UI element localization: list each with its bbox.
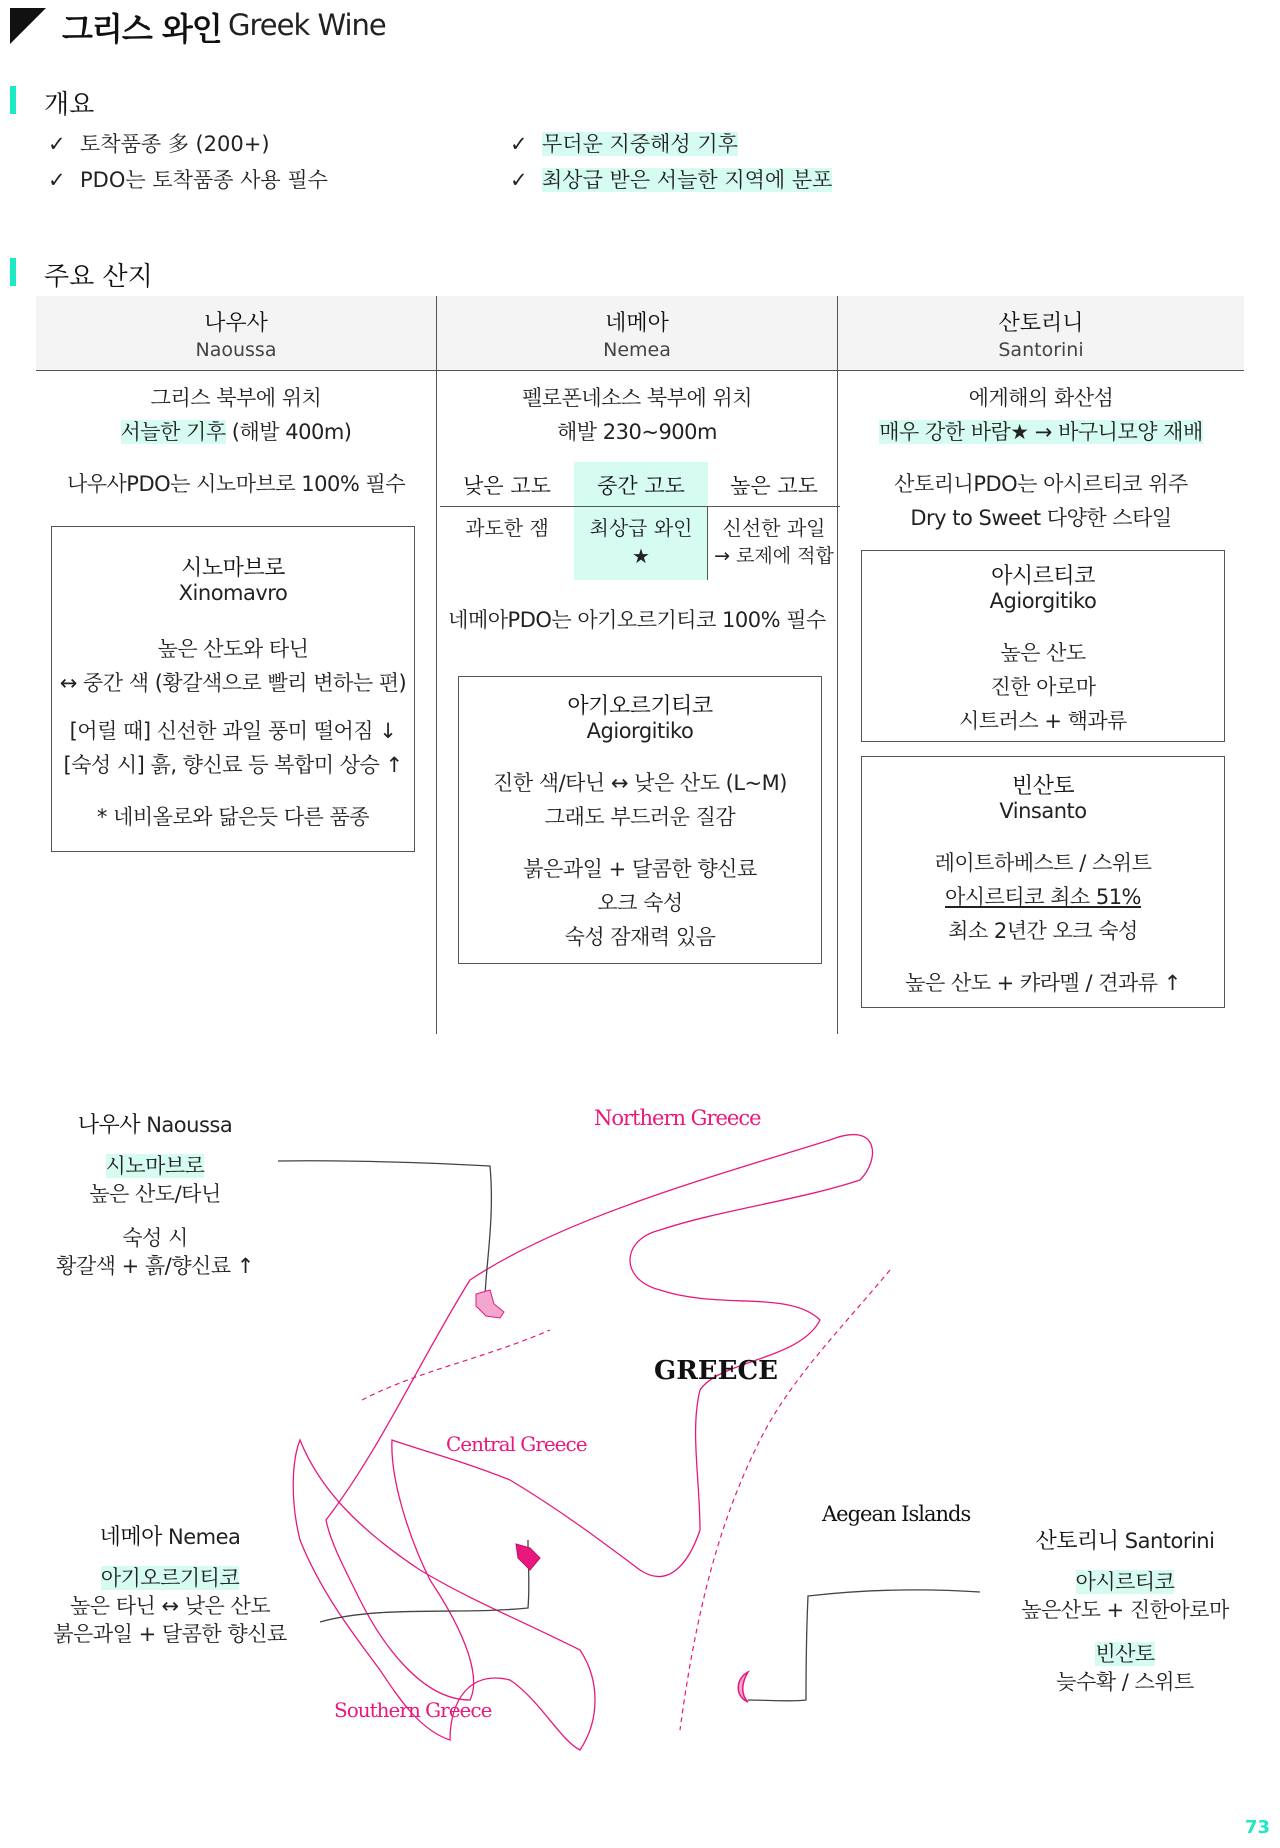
section-title-regions: 주요 산지 [44, 262, 153, 292]
section-marker-icon [10, 258, 16, 286]
overview-item: ✓ 무더운 지중해성 기후 [510, 132, 738, 156]
page-subtitle: Greek Wine [228, 8, 386, 42]
altitude-low-header: 낮은 고도 [463, 474, 551, 498]
naoussa-marker-icon [476, 1290, 504, 1318]
section-marker-icon [10, 86, 16, 114]
grape-box-assyrtiko: 아시르티코 Agiorgitiko 높은 산도 진한 아로마 시트러스 + 핵과류 [861, 550, 1225, 742]
check-icon: ✓ [510, 168, 528, 192]
map-note-naoussa-line: 숙성 시 [122, 1226, 188, 1250]
map-note-nemea-line: 붉은과일 + 달콤한 향신료 [53, 1622, 287, 1646]
naoussa-climate: 서늘한 기후 (해발 400m) [120, 420, 352, 444]
map-note-naoussa-line: 황갈색 + 흙/향신료 ↑ [56, 1254, 254, 1278]
overview-item: ✓ 토착품종 多 (200+) [48, 132, 270, 156]
region-table [36, 296, 1244, 1034]
map-note-santorini-line: 늦수확 / 스위트 [1056, 1670, 1194, 1694]
grape-box-agiorgitiko: 아기오르기티코 Agiorgitiko 진한 색/타닌 ↔ 낮은 산도 (L~M) 그래도 부드러운 질감 붉은과일 + 달콤한 향신료 오크 숙성 숙성 잠재력 있음 [458, 676, 822, 964]
naoussa-pdo: 나우사PDO는 시노마브로 100% 필수 [66, 472, 406, 496]
nemea-marker-icon [516, 1544, 540, 1570]
column-header-nemea: 네메아 Nemea [437, 296, 837, 370]
altitude-high-note: → 로제에 적합 [714, 545, 834, 567]
aegean-border [680, 1270, 890, 1730]
check-icon: ✓ [48, 168, 66, 192]
overview-item: ✓ 최상급 받은 서늘한 지역에 분포 [510, 168, 833, 192]
santorini-leader-line [748, 1590, 980, 1701]
area-label-aegean: Aegean Islands [822, 1502, 971, 1526]
overview-item: ✓ PDO는 토착품종 사용 필수 [48, 168, 328, 192]
altitude-high-header: 높은 고도 [730, 474, 818, 498]
santorini-desc: 에게해의 화산섬 [968, 386, 1114, 410]
map-note-santorini-line: 빈산토 [1095, 1642, 1155, 1666]
column-header-santorini: 산토리니 Santorini [838, 296, 1244, 370]
map-note-santorini-line: 아시르티코 [1075, 1570, 1175, 1594]
santorini-marker-icon [738, 1672, 748, 1702]
altitude-divider [440, 506, 840, 507]
nemea-desc: 펠로폰네소스 북부에 위치 [522, 386, 752, 410]
santorini-wind: 매우 강한 바람★ → 바구니모양 재배 [879, 420, 1203, 444]
map-note-nemea-title: 네메아 Nemea [99, 1525, 241, 1550]
page-title: 그리스 와인 [62, 10, 222, 48]
area-label-central: Central Greece [446, 1432, 587, 1456]
map-note-nemea-line: 높은 타닌 ↔ 낮은 산도 [69, 1594, 271, 1618]
map-note-santorini-line: 높은산도 + 진한아로마 [1021, 1598, 1229, 1622]
altitude-high-cell: 신선한 과일 [722, 516, 826, 540]
area-label-northern: Northern Greece [594, 1106, 761, 1130]
check-icon: ✓ [510, 132, 528, 156]
naoussa-desc: 그리스 북부에 위치 [150, 386, 322, 410]
header-divider [36, 370, 1244, 371]
altitude-mid-header: 중간 고도 [597, 474, 685, 498]
grape-box-vinsanto: 빈산토 Vinsanto 레이트하베스트 / 스위트 아시르티코 최소 51% 최소 2년간 오크 숙성 높은 산도 + 캬라멜 / 견과류 ↑ [861, 756, 1225, 1008]
column-header-naoussa: 나우사 Naoussa [36, 296, 436, 370]
page-number: 73 [1244, 1817, 1270, 1838]
mainland-outline [326, 1135, 872, 1700]
title-triangle-icon [10, 8, 46, 44]
map-note-nemea-line: 아기오르기티코 [100, 1566, 240, 1590]
star-icon: ★ [632, 544, 650, 568]
altitude-low-cell: 과도한 잼 [465, 516, 549, 540]
santorini-style: Dry to Sweet 다양한 스타일 [910, 506, 1172, 530]
section-title-overview: 개요 [44, 90, 95, 120]
nemea-elevation: 해발 230~900m [557, 420, 717, 444]
naoussa-leader-line [278, 1161, 491, 1300]
map-note-naoussa-title: 나우사 Naoussa [77, 1113, 233, 1138]
grape-box-xinomavro: 시노마브로 Xinomavro 높은 산도와 타닌 ↔ 중간 색 (황갈색으로 빨리 변하는 편) [어릴 때] 신선한 과일 풍미 떨어짐 ↓ [숙성 시] 흙, 향신료 등 복합미 상승 ↑ * 네비올로와 닮은듯 다른 품종 [51, 526, 415, 852]
map-note-naoussa-line: 시노마브로 [105, 1154, 205, 1178]
nemea-pdo: 네메아PDO는 아기오르기티코 100% 필수 [448, 608, 826, 632]
check-icon: ✓ [48, 132, 66, 156]
country-label: GREECE [654, 1356, 778, 1386]
map-note-naoussa-line: 높은 산도/타닌 [89, 1182, 221, 1206]
santorini-pdo: 산토리니PDO는 아시르티코 위주 [894, 472, 1188, 496]
map-note-santorini-title: 산토리니 Santorini [1035, 1529, 1215, 1554]
area-label-southern: Southern Greece [334, 1698, 492, 1722]
altitude-mid-cell: 최상급 와인 [589, 516, 693, 540]
nemea-leader-line [320, 1540, 529, 1622]
central-border [362, 1330, 550, 1400]
